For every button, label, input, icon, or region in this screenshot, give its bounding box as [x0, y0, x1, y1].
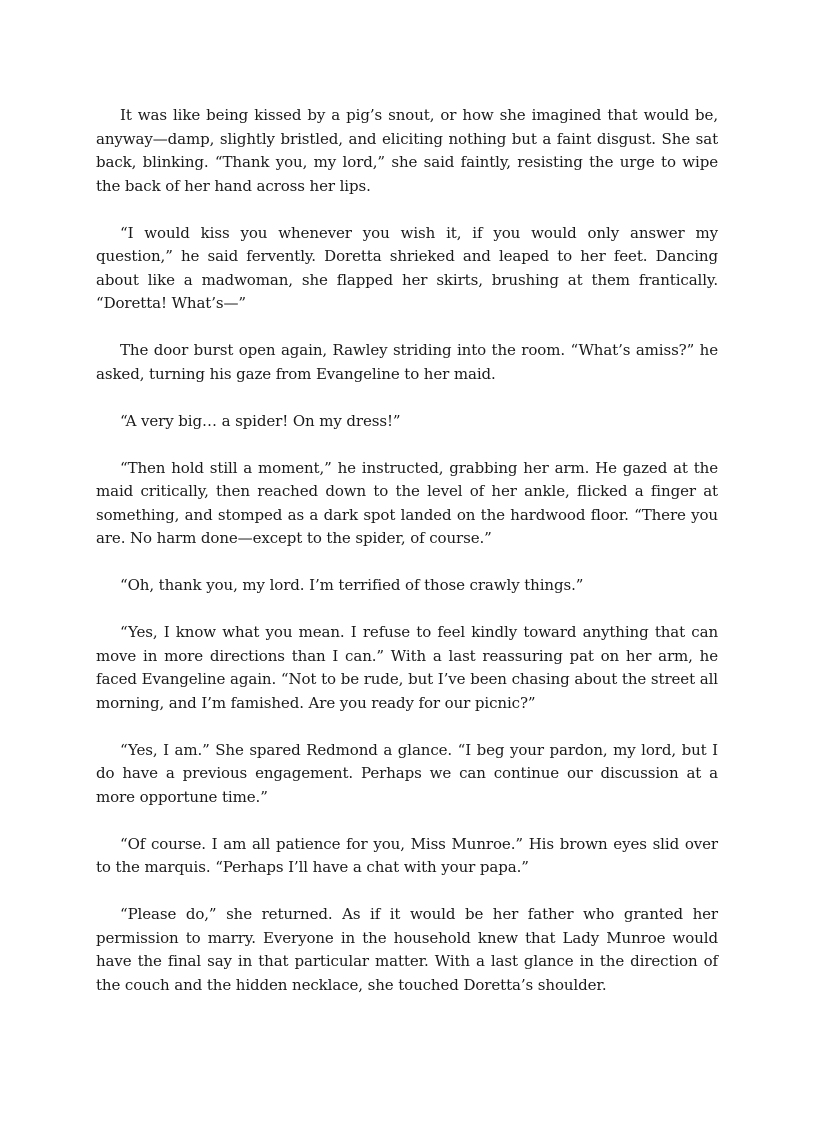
paragraph-4: “A very big… a spider! On my dress!”: [120, 411, 401, 430]
paragraph-1: It was like being kissed by a pig’s snout, or how she imagined that would be, anyway—damp, slightly bristled, and eliciting nothing but a faint disgust. She sat back, blinking. “Thank you, my lord,” she said faintly, resisting the urge to wipe the back of her hand across her lips.: [96, 106, 718, 195]
paragraph-5: “Then hold still a moment,” he instructed, grabbing her arm. He gazed at the maid critically, then reached down to the level of her ankle, flicked a finger at something, and stomped as a dark spot landed on the hardwood floor. “There you are. No harm done—except to the spider, of course.”: [96, 458, 718, 547]
paragraph-3: The door burst open again, Rawley striding into the room. “What’s amiss?” he asked, turning his gaze from Evangeline to her maid.: [96, 341, 718, 383]
paragraph-10: “Please do,” she returned. As if it would be her father who granted her permission to marry. Everyone in the household knew that Lady Munroe would have the final say in that particular matter. With a last glance in the direction of the couch and the hidden necklace, she touched Doretta’s shoulder.: [96, 905, 718, 994]
paragraph-8: “Yes, I am.” She spared Redmond a glance. “I beg your pardon, my lord, but I do have a previous engagement. Perhaps we can continue our discussion at a more opportune time.”: [96, 740, 718, 806]
paragraph-7: “Yes, I know what you mean. I refuse to feel kindly toward anything that can move in more directions than I can.” With a last reassuring pat on her arm, he faced Evangeline again. “Not to be rude, but I’ve been chasing about the street all morning, and I’m famished. Are you ready for our picnic?”: [96, 623, 718, 712]
paragraph-9: “Of course. I am all patience for you, Miss Munroe.” His brown eyes slid over to the marquis. “Perhaps I’ll have a chat with your papa.”: [96, 834, 718, 876]
paragraph-2: “I would kiss you whenever you wish it, if you would only answer my question,” he said fervently. Doretta shrieked and leaped to her feet. Dancing about like a madwoman, she flapped her skirts, brushing at them frantically. “Doretta! What’s—”: [96, 223, 718, 312]
body-text: [96, 104, 718, 1021]
paragraph-6: “Oh, thank you, my lord. I’m terrified of those crawly things.”: [120, 576, 584, 594]
